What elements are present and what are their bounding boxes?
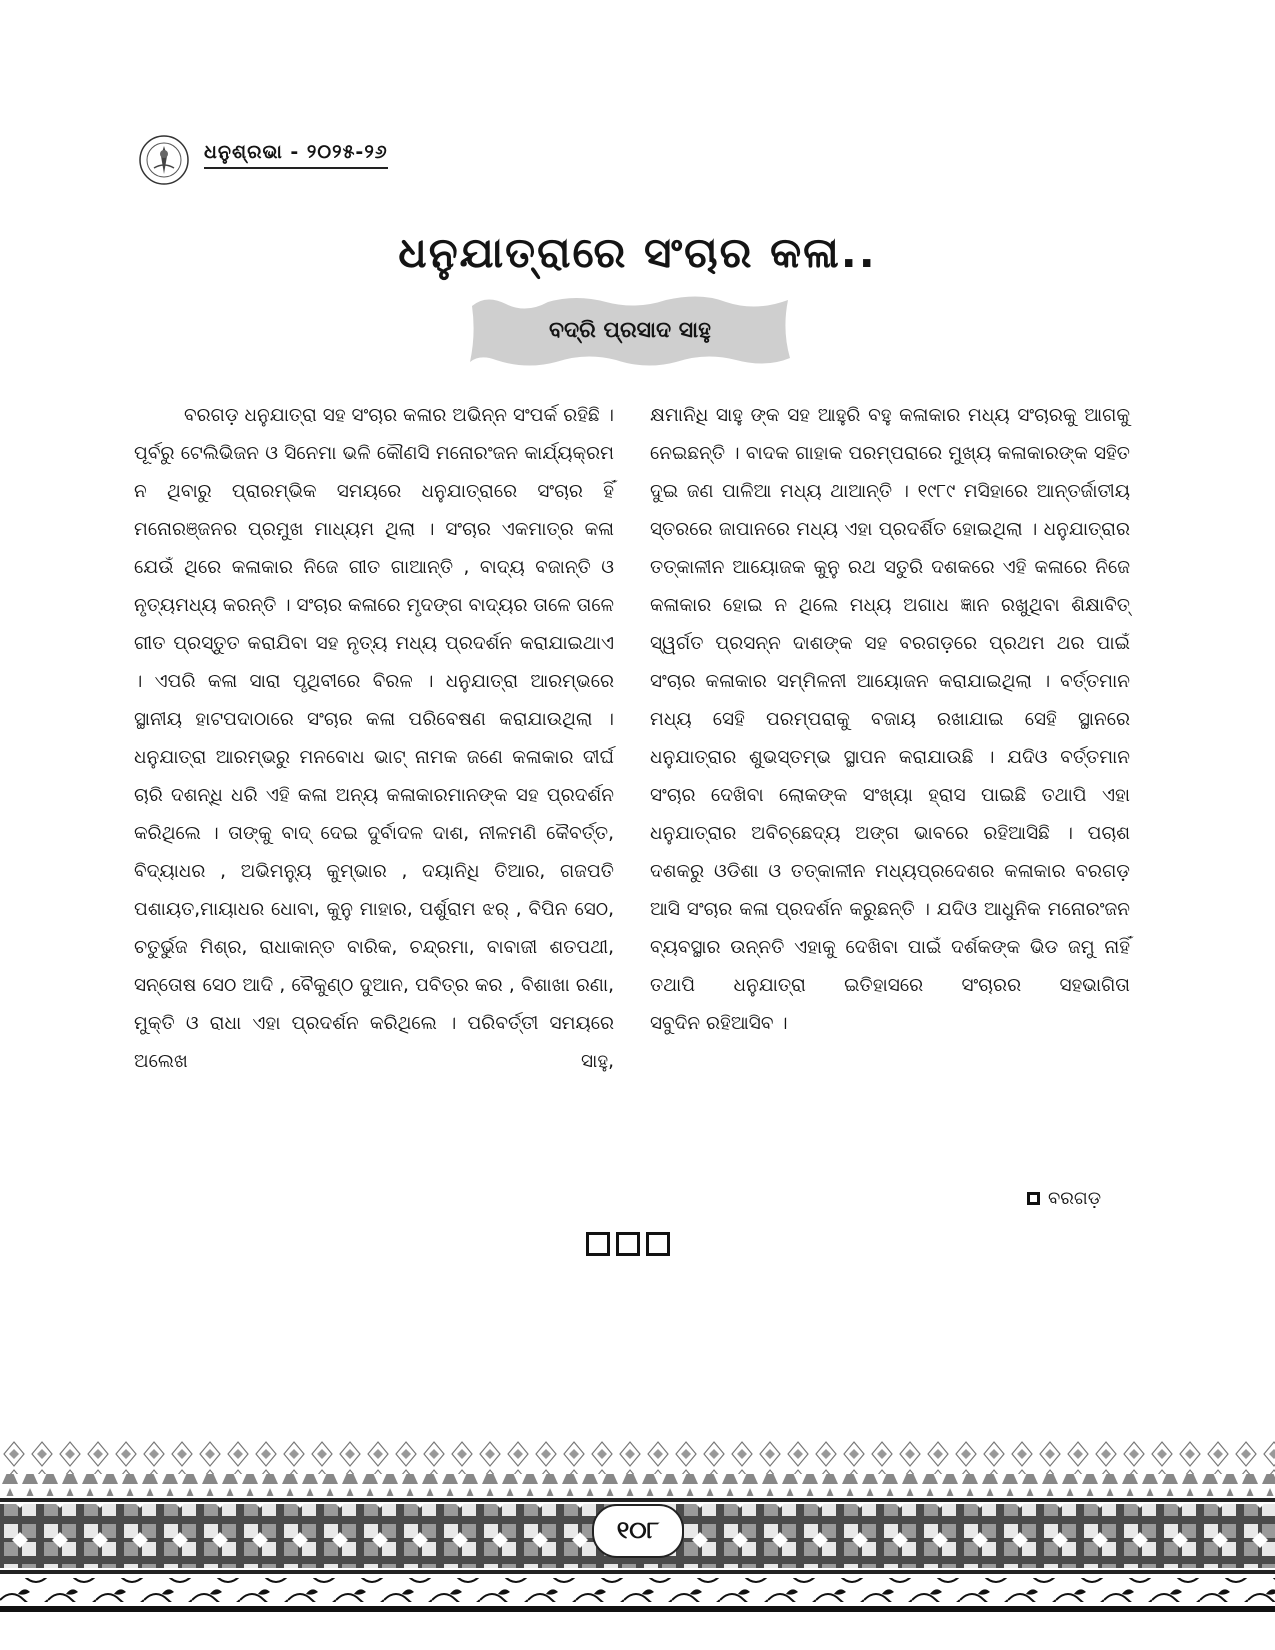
seal-emblem-icon bbox=[138, 134, 190, 186]
article-title: ଧନୁଯାତ୍ରାରେ ସଂଚାର କଳା.. bbox=[398, 228, 877, 277]
article-column-right bbox=[650, 397, 1130, 1043]
article-column-right-last-line: ସବୁଦିନ ରହିଆସିବ । bbox=[650, 1013, 788, 1034]
square-bullet-icon bbox=[1027, 1192, 1040, 1205]
place-label: ବରଗଡ଼ bbox=[1048, 1188, 1102, 1209]
end-square-icon bbox=[586, 1232, 610, 1256]
article-place bbox=[1027, 1188, 1101, 1209]
article-column-left: ବରଗଡ଼ ଧନୁଯାତ୍ରା ସହ ସଂଚାର କଳାର ଅଭିନ୍ନ ସଂପର୍କ ରହିଛି । ପୂର୍ବରୁ ଟେଲିଭିଜନ ଓ ସିନେମା ଭଳି କୌଣସି ମନୋରଂଜନ କାର୍ଯ୍ୟକ୍ରମ ନ ଥିବାରୁ ପ୍ରାରମ୍ଭିକ ସମୟରେ ଧନୁଯାତ୍ରାରେ ସଂଚାର ହିଁ ମନୋରଞ୍ଜନର ପ୍ରମୁଖ ମାଧ୍ୟମ ଥିଲା । ସଂଚାର ଏକମାତ୍ର କଳା ଯେଉଁ ଥିରେ କଳାକାର ନିଜେ ଗୀତ ଗାଆନ୍ତି , ବାଦ୍ୟ ବଜାନ୍ତି ଓ ନୃତ୍ୟମଧ୍ୟ କରନ୍ତି । ସଂଚାର କଳାରେ ମୃଦଙ୍ଗ ବାଦ୍ୟର ତାଳେ ତାଳେ ଗୀତ ପ୍ରସ୍ତୁତ କରାଯିବା ସହ ନୃତ୍ୟ ମଧ୍ୟ ପ୍ରଦର୍ଶନ କରାଯାଇଥାଏ । ଏପରି କଳା ସାରା ପୃଥିବୀରେ ବିରଳ । ଧନୁଯାତ୍ରା ଆରମ୍ଭରେ ସ୍ଥାନୀୟ ହାଟପଦାଠାରେ ସଂଚାର କଳା ପରିବେଷଣ କରାଯାଉଥିଲା । ଧନୁଯାତ୍ରା ଆରମ୍ଭରୁ ମନବୋଧ ଭାଟ୍ ନାମକ ଜଣେ କଳାକାର ଦୀର୍ଘ ଚାରି ଦଶନ୍ଧି ଧରି ଏହି କଳା ଅନ୍ୟ କଳାକାରମାନଙ୍କ ସହ ପ୍ରଦର୍ଶନ କରିଥିଲେ । ତାଙ୍କୁ ବାଦ୍ ଦେଇ ଦୁର୍ବାଦଳ ଦାଶ, ନୀଳମଣି କୈବର୍ତ୍ତ, ବିଦ୍ୟାଧର , ଅଭିମନ୍ୟୁ କୁମ୍ଭାର , ଦୟାନିଧି ତିଆର, ଗଜପତି ପଶାୟତ,ମାୟାଧର ଧୋବା, କୁନୁ ମାହାର, ପର୍ଶୁରାମ ଝର୍ , ବିପିନ ସେଠ, ଚତୁର୍ଭୁଜ ମିଶ୍ର, ରାଧାକାନ୍ତ ବାରିକ, ଚନ୍ଦ୍ରମା, ବାବାଜୀ ଶତପଥୀ, ସନ୍ତୋଷ ସେଠ ଆଦି , ବୈକୁଣ୍ଠ ଦୁଆନ, ପବିତ୍ର କର , ବିଶାଖା ରଣା, ମୁକ୍ତି ଓ ରାଧା ଏହା ପ୍ରଦର୍ଶନ କରିଥିଲେ । ପରିବର୍ତ୍ତୀ ସମୟରେ ଅଲେଖ ସାହୁ, bbox=[134, 405, 614, 1072]
page-header bbox=[138, 134, 388, 186]
magazine-header-text: ଧନୁଶ୍ରଭା - ୨୦୨୫-୨୬ bbox=[204, 141, 388, 169]
article-column-right-text: କ୍ଷମାନିଧି ସାହୁ ଙ୍କ ସହ ଆହୁରି ବହୁ କଳାକାର ମଧ୍ୟ ସଂଚାରକୁ ଆଗକୁ ନେଇଛନ୍ତି । ବାଦକ ଗାହାକ ପରମ୍ପରାରେ ମୁଖ୍ୟ କଳାକାରଙ୍କ ସହିତ ଦୁଇ ଜଣ ପାଳିଆ ମଧ୍ୟ ଥାଆନ୍ତି । ୧୯୮୯ ମସିହାରେ ଆନ୍ତର୍ଜାତୀୟ ସ୍ତରରେ ଜାପାନରେ ମଧ୍ୟ ଏହା ପ୍ରଦର୍ଶିତ ହୋଇଥିଲା । ଧନୁଯାତ୍ରାର ତତ୍କାଳୀନ ଆୟୋଜକ କୁନୁ ରଥ ସତୁରି ଦଶକରେ ଏହି କଳାରେ ନିଜେ କଳାକାର ହୋଇ ନ ଥିଲେ ମଧ୍ୟ ଅଗାଧ ଜ୍ଞାନ ରଖୁଥିବା ଶିକ୍ଷାବିତ୍ ସ୍ୱର୍ଗତ ପ୍ରସନ୍ନ ଦାଶଙ୍କ ସହ ବରଗଡ଼ରେ ପ୍ରଥମ ଥର ପାଇଁ ସଂଚାର କଳାକାର ସମ୍ମିଳନୀ ଆୟୋଜନ କରାଯାଇଥିଲା । ବର୍ତ୍ତମାନ ମଧ୍ୟ ସେହି ପରମ୍ପରାକୁ ବଜାୟ ରଖାଯାଇ ସେହି ସ୍ଥାନରେ ଧନୁଯାତ୍ରାର ଶୁଭସ୍ତମ୍ଭ ସ୍ଥାପନ କରାଯାଉଛି । ଯଦିଓ ବର୍ତ୍ତମାନ ସଂଚାର ଦେଖିବା ଲୋକଙ୍କ ସଂଖ୍ୟା ହ୍ରାସ ପାଇଛି ତଥାପି ଏହା ଧନୁଯାତ୍ରାର ଅବିଚ୍ଛେଦ୍ୟ ଅଙ୍ଗ ଭାବରେ ରହିଆସିଛି । ପଚାଶ ଦଶକରୁ ଓଡିଶା ଓ ତତ୍କାଳୀନ ମଧ୍ୟପ୍ରଦେଶର କଳାକାର ବରଗଡ଼ ଆସି ସଂଚାର କଳା ପ୍ରଦର୍ଶନ କରୁଛନ୍ତି । ଯଦିଓ ଆଧୁନିକ ମନୋରଂଜନ ବ୍ୟବସ୍ଥାର ଉନ୍ନତି ଏହାକୁ ଦେଖିବା ପାଇଁ ଦର୍ଶକଙ୍କ ଭିଡ ଜମୁ ନାହିଁ ତଥାପି ଧନୁଯାତ୍ରା ଇତିହାସରେ ସଂଚାରର ସହଭାଗିତା bbox=[650, 405, 1130, 996]
end-square-icon bbox=[616, 1232, 640, 1256]
article-author: ବଦ୍ରି ପ୍ରସାଦ ସାହୁ bbox=[549, 318, 711, 343]
end-mark bbox=[586, 1232, 670, 1256]
end-square-icon bbox=[646, 1232, 670, 1256]
author-banner bbox=[466, 292, 794, 370]
page-number: ୧୦୮ bbox=[592, 1504, 684, 1558]
